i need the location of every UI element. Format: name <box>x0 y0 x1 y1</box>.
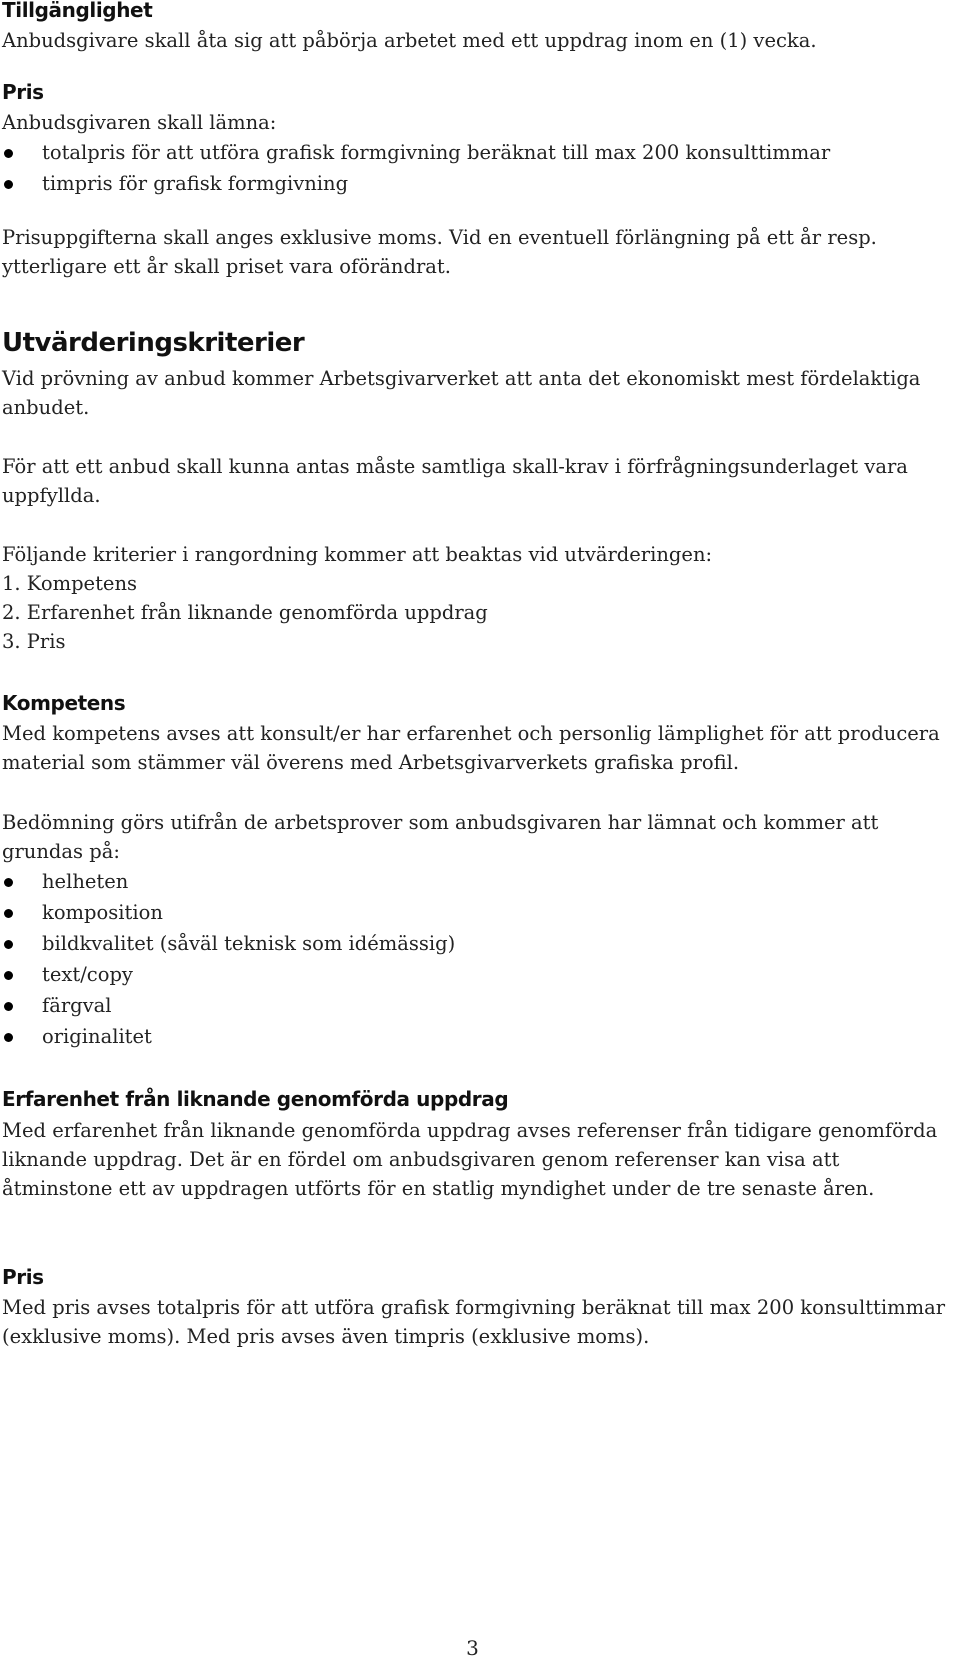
list-item: färgval <box>0 990 455 1021</box>
list-item: bildkvalitet (såväl teknisk som idémässig) <box>0 928 455 959</box>
utvardering-p1: Vid prövning av anbud kommer Arbetsgivarverket att anta det ekonomiskt mest fördelaktiga anbudet. <box>2 367 921 419</box>
page-number: 3 <box>466 1636 479 1660</box>
heading-erfarenhet: Erfarenhet från liknande genomförda uppdrag <box>2 1087 509 1111</box>
list-item: text/copy <box>0 959 455 990</box>
kompetens-p2: Bedömning görs utifrån de arbetsprover som anbudsgivaren har lämnat och kommer att grundas på: <box>2 811 879 863</box>
heading-tillganglighet: Tillgänglighet <box>2 0 153 22</box>
pris-intro: Anbudsgivaren skall lämna: <box>2 111 277 134</box>
pris-2-text: Med pris avses totalpris för att utföra grafisk formgivning beräknat till max 200 konsulttimmar (exklusive moms). Med pris avses även timpris (exklusive moms). <box>2 1296 946 1348</box>
utvardering-p3: Följande kriterier i rangordning kommer att beaktas vid utvärderingen: <box>2 543 713 566</box>
heading-utvarderingskriterier: Utvärderingskriterier <box>2 328 305 358</box>
list-item: timpris för grafisk formgivning <box>0 168 830 199</box>
kompetens-p1: Med kompetens avses att konsult/er har erfarenhet och personlig lämplighet för att producera material som stämmer väl överens med Arbetsgivarverkets grafiska profil. <box>2 722 940 774</box>
tillganglighet-text: Anbudsgivare skall åta sig att påbörja arbetet med ett uppdrag inom en (1) vecka. <box>2 29 817 52</box>
erfarenhet-text: Med erfarenhet från liknande genomförda uppdrag avses referenser från tidigare genomförda liknande uppdrag. Det är en fördel om anbudsgivaren genom referenser kan visa att åtminstone ett av uppdragen utförts för en statlig myndighet under de tre senaste åren. <box>2 1119 938 1200</box>
heading-pris: Pris <box>2 80 44 104</box>
utvardering-p2: För att ett anbud skall kunna antas måste samtliga skall-krav i förfrågningsunderlaget vara uppfyllda. <box>2 455 908 507</box>
pris-note: Prisuppgifterna skall anges exklusive moms. Vid en eventuell förlängning på ett år resp. ytterligare ett år skall priset vara oförändrat. <box>2 226 877 278</box>
criterion-item: 3. Pris <box>2 630 66 653</box>
kompetens-bullet-list <box>0 866 455 1052</box>
list-item: helheten <box>0 866 455 897</box>
list-item: totalpris för att utföra grafisk formgivning beräknat till max 200 konsulttimmar <box>0 137 830 168</box>
heading-kompetens: Kompetens <box>2 691 126 715</box>
list-item: komposition <box>0 897 455 928</box>
list-item: originalitet <box>0 1021 455 1052</box>
heading-pris-2: Pris <box>2 1265 44 1289</box>
criterion-item: 1. Kompetens <box>2 572 138 595</box>
pris-bullet-list <box>0 137 830 199</box>
criterion-item: 2. Erfarenhet från liknande genomförda uppdrag <box>2 601 488 624</box>
